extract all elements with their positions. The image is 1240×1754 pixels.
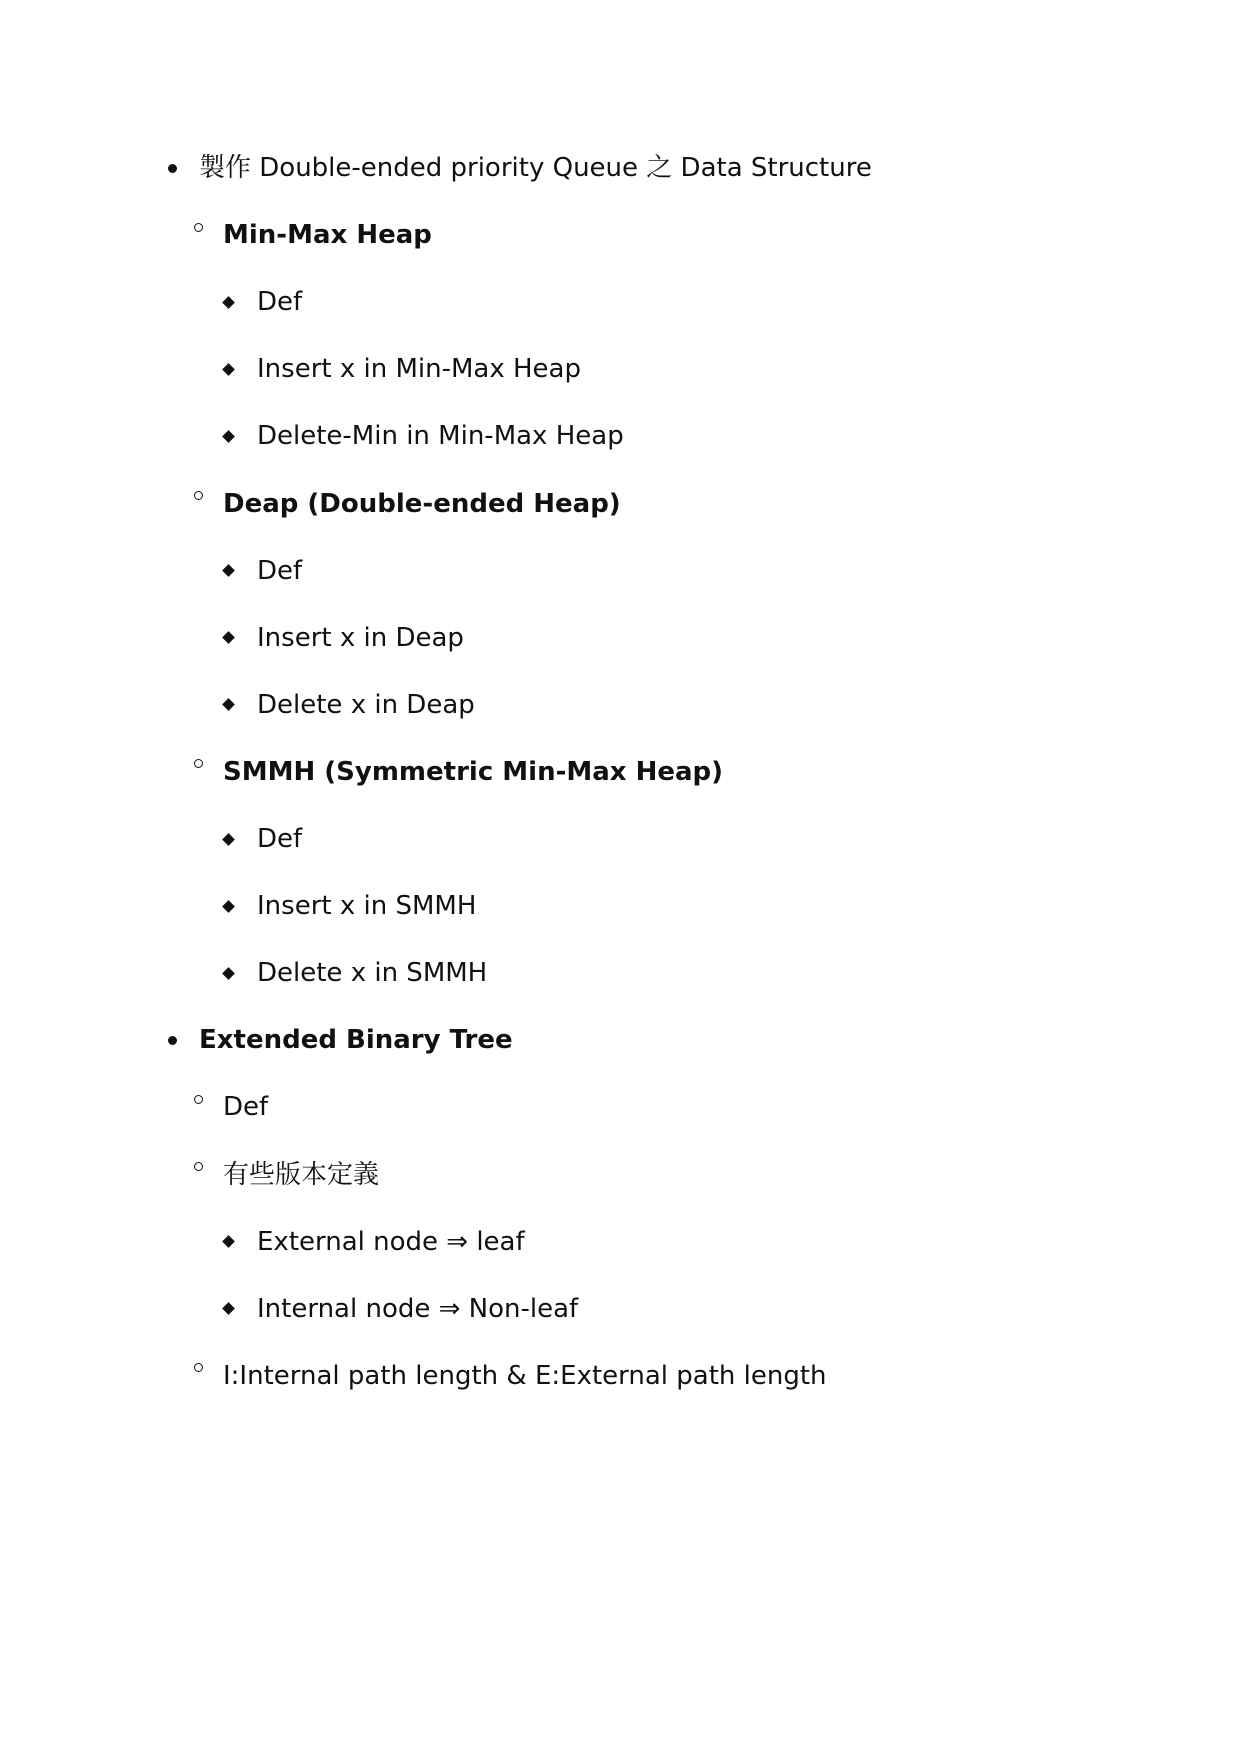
outline-item-text: Def: [257, 287, 303, 318]
outline-item-level-3: [221, 551, 302, 591]
diamond-bullet-icon: [222, 1235, 235, 1248]
outline-item-text: Def: [223, 1092, 269, 1123]
outline-item-text: Extended Binary Tree: [199, 1025, 513, 1056]
outline-item-text: Delete-Min in Min-Max Heap: [257, 421, 624, 452]
outline-item-text: Delete x in Deap: [257, 689, 475, 720]
outline-item-text: Insert x in Min-Max Heap: [257, 354, 581, 385]
outline-item-text: External node ⇒ leaf: [257, 1226, 525, 1257]
outline-item-text: Def: [257, 824, 303, 854]
outline-item-level-3: [221, 618, 464, 658]
outline-item-level-3: [221, 282, 302, 322]
disc-bullet-icon: [168, 1036, 177, 1045]
circle-bullet-icon: [194, 1095, 203, 1104]
diamond-bullet-icon: [222, 296, 235, 309]
outline-item-level-3: [221, 953, 487, 993]
circle-bullet-icon: [194, 759, 203, 768]
diamond-bullet-icon: [222, 967, 235, 980]
outline-item-level-3: [221, 1289, 578, 1329]
outline-item-level-3: [221, 819, 302, 859]
outline-item-text: SMMH (Symmetric Min-Max Heap): [223, 756, 724, 787]
circle-bullet-icon: [194, 223, 203, 232]
outline-item-level-2: [194, 215, 432, 255]
diamond-bullet-icon: [222, 900, 235, 913]
outline-item-level-3: [221, 685, 475, 725]
diamond-bullet-icon: [222, 564, 235, 577]
outline-item-level-2: [194, 752, 723, 792]
outline-item-text: Deap (Double-ended Heap): [223, 488, 621, 519]
diamond-bullet-icon: [222, 430, 235, 443]
outline-item-text: 製作 Double-ended priority Queue 之 Data Structure: [199, 153, 872, 183]
circle-bullet-icon: [194, 1162, 203, 1171]
outline-item-text: Delete x in SMMH: [257, 958, 488, 989]
outline-item-level-1: [168, 1020, 513, 1060]
outline-item-level-3: [221, 416, 624, 456]
diamond-bullet-icon: [222, 833, 235, 846]
outline-item-text: Def: [257, 555, 303, 586]
diamond-bullet-icon: [222, 698, 235, 711]
outline-item-text: Insert x in Deap: [257, 622, 464, 653]
circle-bullet-icon: [194, 1363, 203, 1372]
diamond-bullet-icon: [222, 363, 235, 376]
outline-item-level-1: [168, 148, 872, 188]
outline-item-text: Min-Max Heap: [223, 220, 432, 251]
outline-item-text: I:Internal path length & E:External path length: [223, 1360, 827, 1391]
outline-item-level-3: [221, 349, 581, 389]
outline-item-level-3: [221, 1222, 525, 1262]
diamond-bullet-icon: [222, 1302, 235, 1315]
outline-item-text: Internal node ⇒ Non-leaf: [257, 1293, 579, 1324]
circle-bullet-icon: [194, 491, 203, 500]
outline-item-text: Insert x in SMMH: [257, 891, 477, 922]
outline-item-level-2: [194, 1356, 827, 1396]
outline-item-level-2: [194, 1155, 379, 1195]
outline-item-text: 有些版本定義: [223, 1159, 380, 1190]
outline-item-level-3: [221, 886, 476, 926]
diamond-bullet-icon: [222, 631, 235, 644]
outline-item-level-2: [194, 484, 621, 524]
disc-bullet-icon: [168, 164, 177, 173]
outline-item-level-2: [194, 1087, 268, 1127]
